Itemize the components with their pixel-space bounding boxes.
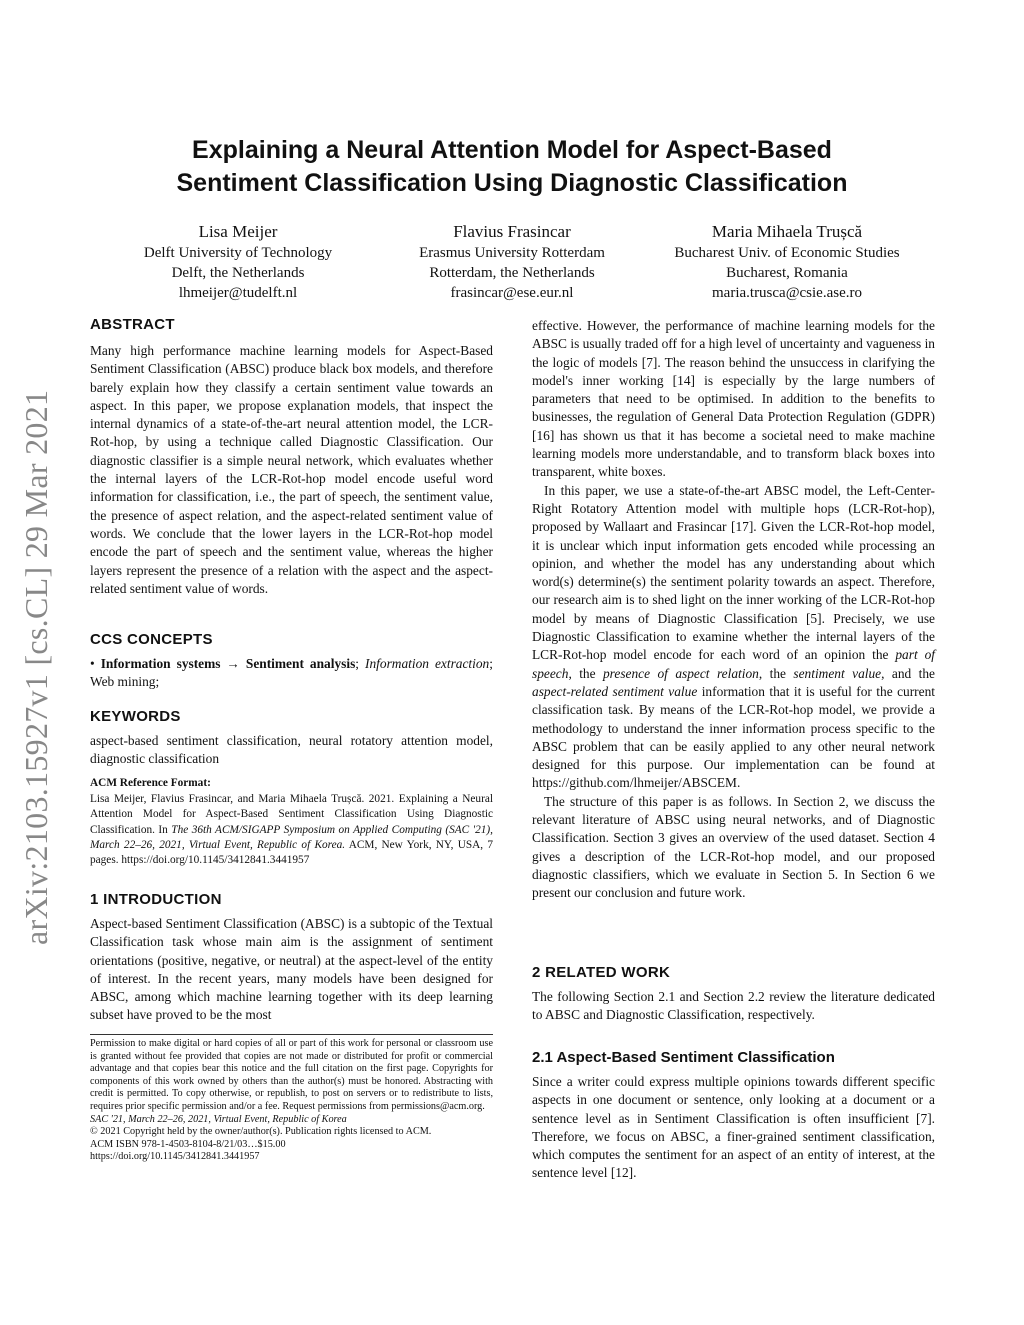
separator: ; [355, 656, 365, 671]
ccs-concept: Sentiment analysis [245, 656, 356, 671]
arxiv-identifier: arXiv:2103.15927v1 [cs.CL] 29 Mar 2021 [18, 389, 54, 945]
keywords-section [90, 707, 493, 769]
emphasis: part of speech [532, 647, 935, 681]
author-affiliation: Bucharest Univ. of Economic Studies [674, 245, 900, 261]
abstract-heading: ABSTRACT [90, 316, 175, 333]
author-block [88, 221, 388, 303]
author-location: Bucharest, Romania [726, 265, 848, 281]
text: , the [758, 665, 794, 681]
absc-subsection [532, 1048, 935, 1183]
bullet: • [90, 656, 101, 671]
title-line-2: Sentiment Classification Using Diagnostic Classification [176, 169, 848, 197]
text: information that it is useful for the current classification task. By means of the LCR-Rot-hop model, we provide a methodology to understand the inner information process specific to the ABSC problem that can be easily applied to any other neural network designed for this purpose. Our implementation can be found at https://github.com/lhmeijer/ABSCEM. [532, 683, 935, 791]
ccs-concept: ; Web mining; [90, 656, 493, 690]
author-email[interactable]: frasincar@ese.eur.nl [450, 285, 574, 301]
right-column [532, 317, 935, 903]
introduction-heading: 1 INTRODUCTION [90, 891, 222, 908]
author-email[interactable]: lhmeijer@tudelft.nl [178, 285, 298, 301]
acm-reference-heading: ACM Reference Format: [90, 777, 211, 789]
text: , the [568, 665, 603, 681]
ccs-concept: Information extraction [365, 656, 490, 671]
author-location: Delft, the Netherlands [171, 265, 305, 281]
keywords-heading: KEYWORDS [90, 708, 181, 725]
venue-line: SAC '21, March 22–26, 2021, Virtual Event, Republic of Korea [90, 1113, 347, 1125]
title-line-1: Explaining a Neural Attention Model for Aspect-Based [192, 136, 832, 164]
acm-reference [90, 776, 493, 868]
copyright-line: © 2021 Copyright held by the owner/author(s). Publication rights licensed to ACM. [90, 1126, 432, 1138]
author-block [362, 221, 662, 303]
reference-authors: Lisa Meijer, Flavius Frasincar, and Maria Mihaela Trușcă. 2021. Explaining a Neural Attention Model for Aspect-Based Sentiment Classification Using Diagnostic Classification. In [90, 793, 493, 836]
arrow: → [220, 656, 246, 671]
intro-paragraph: effective. However, the performance of machine learning models for the ABSC is usually traded off for a high level of uncertainty and vagueness in the logic of models [7]. The reason behind the unsuccess in clarifying the model's inner working [14] is especially by the large numbers of parameters that need to be optimised. In addition to the benefits to businesses, the regulation of General Data Protection Regulation (GDPR) [16] has shown us that it has become a societal need to make machine learning models more understandable, and to transform black boxes into transparent, white boxes. [532, 318, 935, 480]
emphasis: presence of aspect relation [602, 665, 759, 681]
author-affiliation: Erasmus University Rotterdam [419, 245, 605, 261]
ccs-heading: CCS CONCEPTS [90, 631, 213, 648]
author-name: Flavius Frasincar [453, 222, 571, 241]
author-name: Maria Mihaela Trușcă [711, 222, 863, 241]
acm-reference-text [90, 792, 493, 868]
author-name: Lisa Meijer [198, 222, 278, 241]
abstract-text: Many high performance machine learning models for Aspect-Based Sentiment Classification (ABSC) produce black box models, and therefore barely explain how they classify a certain sentiment value towards an aspect. In this paper, we propose explanation models, that inspect the internal dynamics of a state-of-the-art neural attention model, the LCR-Rot-hop, by using a technique called Diagnostic Classification. Our diagnostic classifier is a simple neural network, which evaluates whether the internal layers of the LCR-Rot-hop model encode useful word information for classification, i.e., the part of speech, the sentiment value, the presence of aspect relation, and the aspect-related sentiment value of words. We conclude that the lower layers in the LCR-Rot-hop model encode the part of speech and the sentiment value, whereas the higher layers represent the presence of a relation with the aspect and the aspect-related sentiment value of words. [90, 343, 493, 596]
keywords-text: aspect-based sentiment classification, neural rotatory attention model, diagnostic classification [90, 733, 493, 767]
author-block [637, 221, 937, 303]
absc-subsection-heading: 2.1 Aspect-Based Sentiment Classification [532, 1049, 835, 1066]
text: In this paper, we use a state-of-the-art ABSC model, the Left-Center-Right Rotatory Attention model with multiple hops (LCR-Rot-hop), proposed by Wallaart and Frasincar [17]. Given the LCR-Rot-hop model, it is unclear which input information gets encoded while processing an opinion, and whether the model has any understanding about which word(s) determine(s) the sentiment polarity towards an aspect. Therefore, our research aim is to shed light on the inner working of the LCR-Rot-hop model by means of Diagnostic Classification [5]. Precisely, we use Diagnostic Classification to examine whether the internal layers of the LCR-Rot-hop model encode for each word of an opinion the [532, 482, 935, 663]
introduction-section [90, 890, 493, 1025]
author-affiliation: Delft University of Technology [143, 245, 333, 261]
copyright-footnote [90, 1038, 493, 1164]
intro-paragraph [532, 482, 935, 793]
emphasis: sentiment value [793, 665, 882, 681]
absc-subsection-text: Since a writer could express multiple opinions towards different specific aspects in one document or sentence, only looking at a document or a sentence level as in Sentiment Classification is often insufficient [7]. Therefore, we focus on ABSC, a finer-grained sentiment classification, which computes the sentiment for an aspect of an entity of interest, at the sentence level [12]. [532, 1074, 935, 1181]
related-work-heading: 2 RELATED WORK [532, 964, 671, 981]
introduction-text: Aspect-based Sentiment Classification (ABSC) is a subtopic of the Textual Classification task whose main aim is the assignment of sentiment orientations (positive, negative, or neutral) at the aspect-level of the entity of interest. In the recent years, many models have been designed for ABSC, among which machine learning together with its deep learning subset have proved to be the most [90, 916, 493, 1023]
text: , and the [881, 665, 935, 681]
ccs-text [90, 655, 493, 692]
isbn-line: ACM ISBN 978-1-4503-8104-8/21/03…$15.00 [90, 1138, 286, 1150]
doi-link[interactable]: https://doi.org/10.1145/3412841.3441957 [90, 1151, 260, 1163]
permission-notice: Permission to make digital or hard copies of all or part of this work for personal or classroom use is granted without fee provided that copies are not made or distributed for profit or commercial advantage and that copies bear this notice and the full citation on the first page. Copyrights for components of this work owned by others than the author(s) must be honored. Abstracting with credit is permitted. To copy otherwise, or republish, to post on servers or to redistribute to lists, requires prior specific permission and/or a fee. Request permissions from permissions@acm.org. [90, 1038, 493, 1112]
reference-venue: The 36th ACM/SIGAPP Symposium on Applied Computing (SAC '21), March 22–26, 2021, Virtual Event, Republic of Korea. [90, 823, 493, 851]
abstract-section [90, 315, 493, 598]
intro-paragraph: The structure of this paper is as follows. In Section 2, we discuss the relevant literature of ABSC using neural networks, and of Diagnostic Classification. Section 3 gives an overview of the used dataset. Section 4 gives a description of the LCR-Rot-hop model, and our proposed diagnostic classifiers, which we evaluate in Section 5. In Section 6 we present our conclusion and future work. [532, 793, 935, 901]
footnote-divider [90, 1034, 493, 1035]
paper-title [0, 134, 1024, 200]
related-work-text: The following Section 2.1 and Section 2.2 review the literature dedicated to ABSC and Diagnostic Classification, respectively. [532, 989, 935, 1023]
ccs-category: Information systems [100, 656, 221, 671]
emphasis: aspect-related sentiment value [532, 683, 698, 699]
related-work-section [532, 963, 935, 1025]
author-email[interactable]: maria.trusca@csie.ase.ro [712, 285, 862, 301]
ccs-section [90, 630, 493, 692]
author-location: Rotterdam, the Netherlands [429, 265, 595, 281]
reference-publisher: ACM, New York, NY, USA, 7 pages. https://doi.org/10.1145/3412841.3441957 [90, 838, 493, 867]
